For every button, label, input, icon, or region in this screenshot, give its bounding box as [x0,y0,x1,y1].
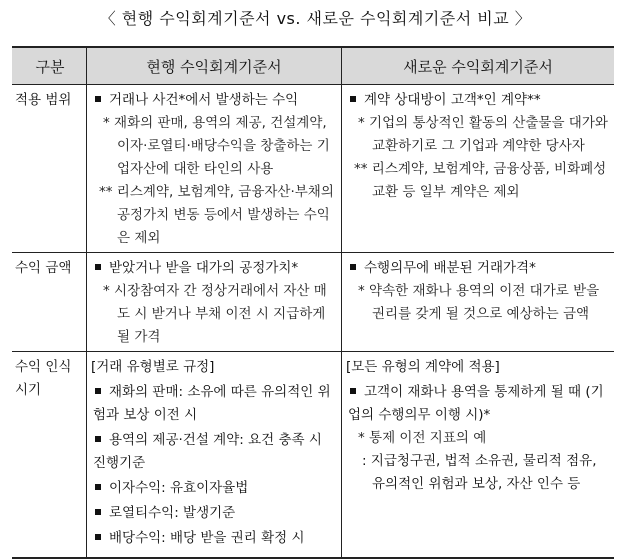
current-cell [87,253,342,352]
current-cell [87,85,342,253]
footnote: * 재화의 판매, 용역의 제공, 건설계약, 이자·로열티·배당수익을 창출하는 기업자산에 대한 타인의 사용 [103,115,330,177]
square-bullet-icon [350,388,356,394]
square-bullet-icon [95,509,101,515]
header-current-standard: 현행 수익회계기준서 [87,47,342,85]
footnote: * 약속한 재화나 용역의 이전 대가로 받을 권리를 갖게 될 것으로 예상하는 금액 [358,283,600,322]
bullet-item [91,477,337,500]
footnote: * 시장참여자 간 정상거래에서 자산 매도 시 받거나 부채 이전 시 지급하게 될 가격 [103,283,327,345]
bullet-item [91,381,337,427]
cell-heading: [거래 유형별로 규정] [91,359,215,375]
bullet-item [346,257,610,280]
square-bullet-icon [350,264,356,270]
header-row [12,47,614,85]
comparison-table [12,46,614,559]
table-row [12,253,614,352]
bullet-text: 로열티수익: 발생기준 [109,505,236,521]
footnote: * 통제 이전 지표의 예 [358,430,487,446]
bullet-text: 거래나 사건*에서 발생하는 수익 [109,92,299,108]
footnote: ** 리스계약, 보험계약, 금융상품, 비화폐성 교환 등 일부 계약은 제외 [354,161,607,200]
bullet-item [346,381,610,427]
new-cell [342,253,615,352]
bullet-text: 받았거나 받을 대가의 공정가치* [109,260,299,276]
bullet-item [91,89,337,112]
bullet-text: 수행의무에 배분된 거래가격* [364,260,536,276]
bullet-text: 용역의 제공·건설 계약: 요건 충족 시 진행기준 [93,432,322,471]
footnote: ** 리스계약, 보험계약, 금융자산·부채의 공정가치 변동 등에서 발생하는 수익은 제외 [99,184,334,246]
bullet-item [91,429,337,475]
table-row [12,85,614,253]
footnote: * 기업의 통상적인 활동의 산출물을 대가와 교환하기로 그 기업과 계약한 당사자 [358,115,608,154]
bullet-text: 재화의 판매: 소유에 따른 유의적인 위험과 보상 이전 시 [93,384,331,423]
square-bullet-icon [95,96,101,102]
table-row [12,352,614,558]
square-bullet-icon [350,96,356,102]
new-cell [342,352,615,558]
row-label: 적용 범위 [12,85,87,253]
bullet-text: 이자수익: 유효이자율법 [109,480,249,496]
bullet-item [91,502,337,525]
square-bullet-icon [95,388,101,394]
square-bullet-icon [95,484,101,490]
new-cell [342,85,615,253]
current-cell [87,352,342,558]
bullet-item [91,257,337,280]
bullet-item [91,527,337,550]
header-new-standard: 새로운 수익회계기준서 [342,47,615,85]
square-bullet-icon [95,264,101,270]
bullet-text: 계약 상대방이 고객*인 계약** [364,92,541,108]
bullet-text: 고객이 재화나 용역을 통제하게 될 때 (기업의 수행의무 이행 시)* [348,384,604,423]
row-label: 수익 인식 시기 [12,352,87,558]
row-label: 수익 금액 [12,253,87,352]
cell-heading: [모든 유형의 계약에 적용] [346,359,500,375]
square-bullet-icon [95,436,101,442]
document-title: 〈 현행 수익회계기준서 vs. 새로운 수익회계기준서 비교 〉 [99,9,532,28]
bullet-item [346,89,610,112]
square-bullet-icon [95,534,101,540]
header-category: 구분 [12,47,87,85]
footnote-detail: : 지급청구권, 법적 소유권, 물리적 점유, 유의적인 위험과 보상, 자산 인수 등 [362,453,597,492]
bullet-text: 배당수익: 배당 받을 권리 확정 시 [109,530,305,546]
